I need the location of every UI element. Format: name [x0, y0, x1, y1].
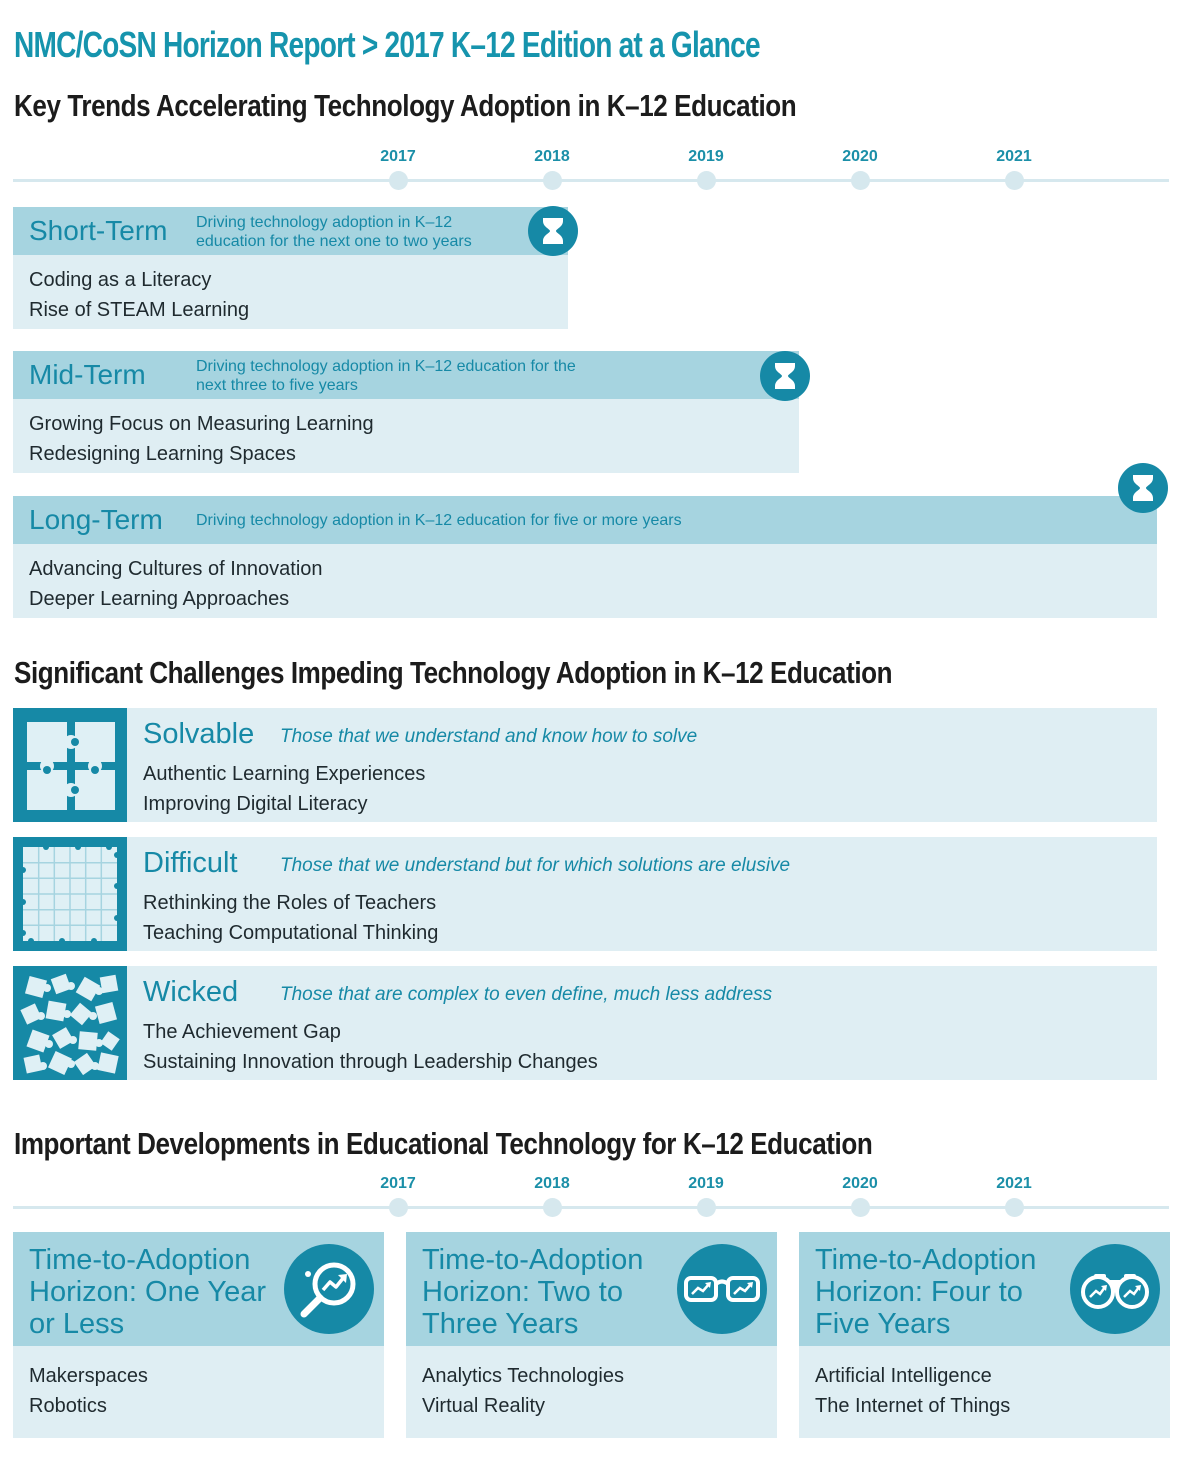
trend-term: Long-Term [29, 504, 163, 535]
challenge-description: Those that we understand and know how to solve [280, 726, 698, 747]
timeline-tick-2021 [984, 146, 1044, 190]
development-items [815, 1361, 1010, 1421]
magnifier-trend-icon [284, 1244, 374, 1334]
trend-description: Driving technology adoption in K–12 education for the next one to two years [196, 214, 472, 250]
list-item: Rethinking the Roles of Teachers [143, 892, 437, 914]
developments-heading: Important Developments in Educational Technology for K–12 Education [14, 1126, 873, 1161]
development-title: Time-to-Adoption Horizon: Two to Three Years [422, 1244, 644, 1340]
list-item: Deeper Learning Approaches [29, 588, 290, 610]
timeline-year: 2020 [842, 1175, 878, 1192]
development-title: Time-to-Adoption Horizon: Four to Five Years [815, 1244, 1037, 1340]
timeline-year: 2021 [996, 148, 1032, 165]
timeline-year: 2017 [380, 1175, 416, 1192]
list-item: Virtual Reality [422, 1395, 546, 1417]
timeline-dot [851, 1198, 870, 1217]
hourglass-icon [528, 206, 578, 256]
trend-mid-term [13, 351, 799, 473]
list-item: The Achievement Gap [143, 1021, 341, 1043]
development-four-five-years [799, 1232, 1170, 1438]
trend-description: Driving technology adoption in K–12 education for the next three to five years [196, 358, 576, 394]
timeline-tick-2017 [368, 146, 428, 190]
trend-term: Short-Term [29, 215, 168, 246]
list-item: Makerspaces [29, 1365, 148, 1387]
timeline-tick-2018 [522, 1173, 582, 1217]
trend-items [29, 265, 249, 325]
trend-long-term [13, 496, 1157, 618]
list-item: Coding as a Literacy [29, 269, 212, 291]
timeline-dot [1005, 1198, 1024, 1217]
timeline-year: 2021 [996, 1175, 1032, 1192]
trend-description: Driving technology adoption in K–12 education for five or more years [196, 512, 682, 529]
timeline-year: 2017 [380, 148, 416, 165]
challenge-solvable [13, 708, 1157, 822]
list-item: Analytics Technologies [422, 1365, 624, 1387]
challenge-items [143, 759, 425, 819]
hourglass-icon [760, 351, 810, 401]
challenge-difficult [13, 837, 1157, 951]
list-item: Improving Digital Literacy [143, 793, 368, 815]
timeline-year: 2020 [842, 148, 878, 165]
trend-items [29, 409, 374, 469]
list-item: Robotics [29, 1395, 107, 1417]
timeline-dot [543, 171, 562, 190]
timeline-tick-2019 [676, 1173, 736, 1217]
development-title: Time-to-Adoption Horizon: One Year or Less [29, 1244, 266, 1340]
development-items [29, 1361, 148, 1421]
challenge-category: Wicked [143, 976, 239, 1008]
timeline-tick-2020 [830, 146, 890, 190]
puzzle-scattered-icon [13, 966, 127, 1080]
timeline-tick-2020 [830, 1173, 890, 1217]
challenge-category: Solvable [143, 718, 255, 750]
timeline-dot [697, 1198, 716, 1217]
trend-short-term [13, 207, 568, 329]
challenge-items [143, 888, 438, 948]
trends-timeline [13, 146, 1169, 190]
challenges-heading: Significant Challenges Impeding Technology Adoption in K–12 Education [14, 655, 893, 690]
timeline-dot [389, 171, 408, 190]
timeline-dot [543, 1198, 562, 1217]
list-item: Growing Focus on Measuring Learning [29, 413, 374, 435]
timeline-year: 2019 [688, 148, 724, 165]
hourglass-icon [1118, 463, 1168, 513]
timeline-dot [851, 171, 870, 190]
list-item: The Internet of Things [815, 1395, 1011, 1417]
development-two-three-years [406, 1232, 777, 1438]
development-one-year [13, 1232, 384, 1438]
timeline-year: 2019 [688, 1175, 724, 1192]
puzzle-four-pieces-icon [13, 708, 127, 822]
timeline-tick-2017 [368, 1173, 428, 1217]
list-item: Teaching Computational Thinking [143, 922, 439, 944]
binoculars-trend-icon [1070, 1244, 1160, 1334]
trend-items [29, 554, 323, 614]
developments-timeline [13, 1173, 1169, 1217]
timeline-tick-2018 [522, 146, 582, 190]
challenge-wicked [13, 966, 1157, 1080]
challenge-category: Difficult [143, 847, 238, 879]
timeline-dot [1005, 171, 1024, 190]
glasses-trend-icon [677, 1244, 767, 1334]
timeline-year: 2018 [534, 1175, 570, 1192]
trend-term: Mid-Term [29, 359, 146, 390]
list-item: Redesigning Learning Spaces [29, 443, 296, 465]
puzzle-grid-icon [13, 837, 127, 951]
list-item: Advancing Cultures of Innovation [29, 558, 323, 580]
timeline-year: 2018 [534, 148, 570, 165]
list-item: Sustaining Innovation through Leadership Changes [143, 1051, 598, 1073]
timeline-tick-2019 [676, 146, 736, 190]
challenge-description: Those that are complex to even define, much less address [280, 984, 773, 1005]
list-item: Rise of STEAM Learning [29, 299, 250, 321]
trends-heading: Key Trends Accelerating Technology Adoption in K–12 Education [14, 88, 797, 123]
page-title: NMC/CoSN Horizon Report > 2017 K–12 Edition at a Glance [14, 24, 760, 65]
list-item: Authentic Learning Experiences [143, 763, 426, 785]
timeline-tick-2021 [984, 1173, 1044, 1217]
timeline-dot [389, 1198, 408, 1217]
timeline-dot [697, 171, 716, 190]
challenge-description: Those that we understand but for which solutions are elusive [280, 855, 791, 876]
challenge-items [143, 1017, 598, 1077]
list-item: Artificial Intelligence [815, 1365, 992, 1387]
development-items [422, 1361, 624, 1421]
